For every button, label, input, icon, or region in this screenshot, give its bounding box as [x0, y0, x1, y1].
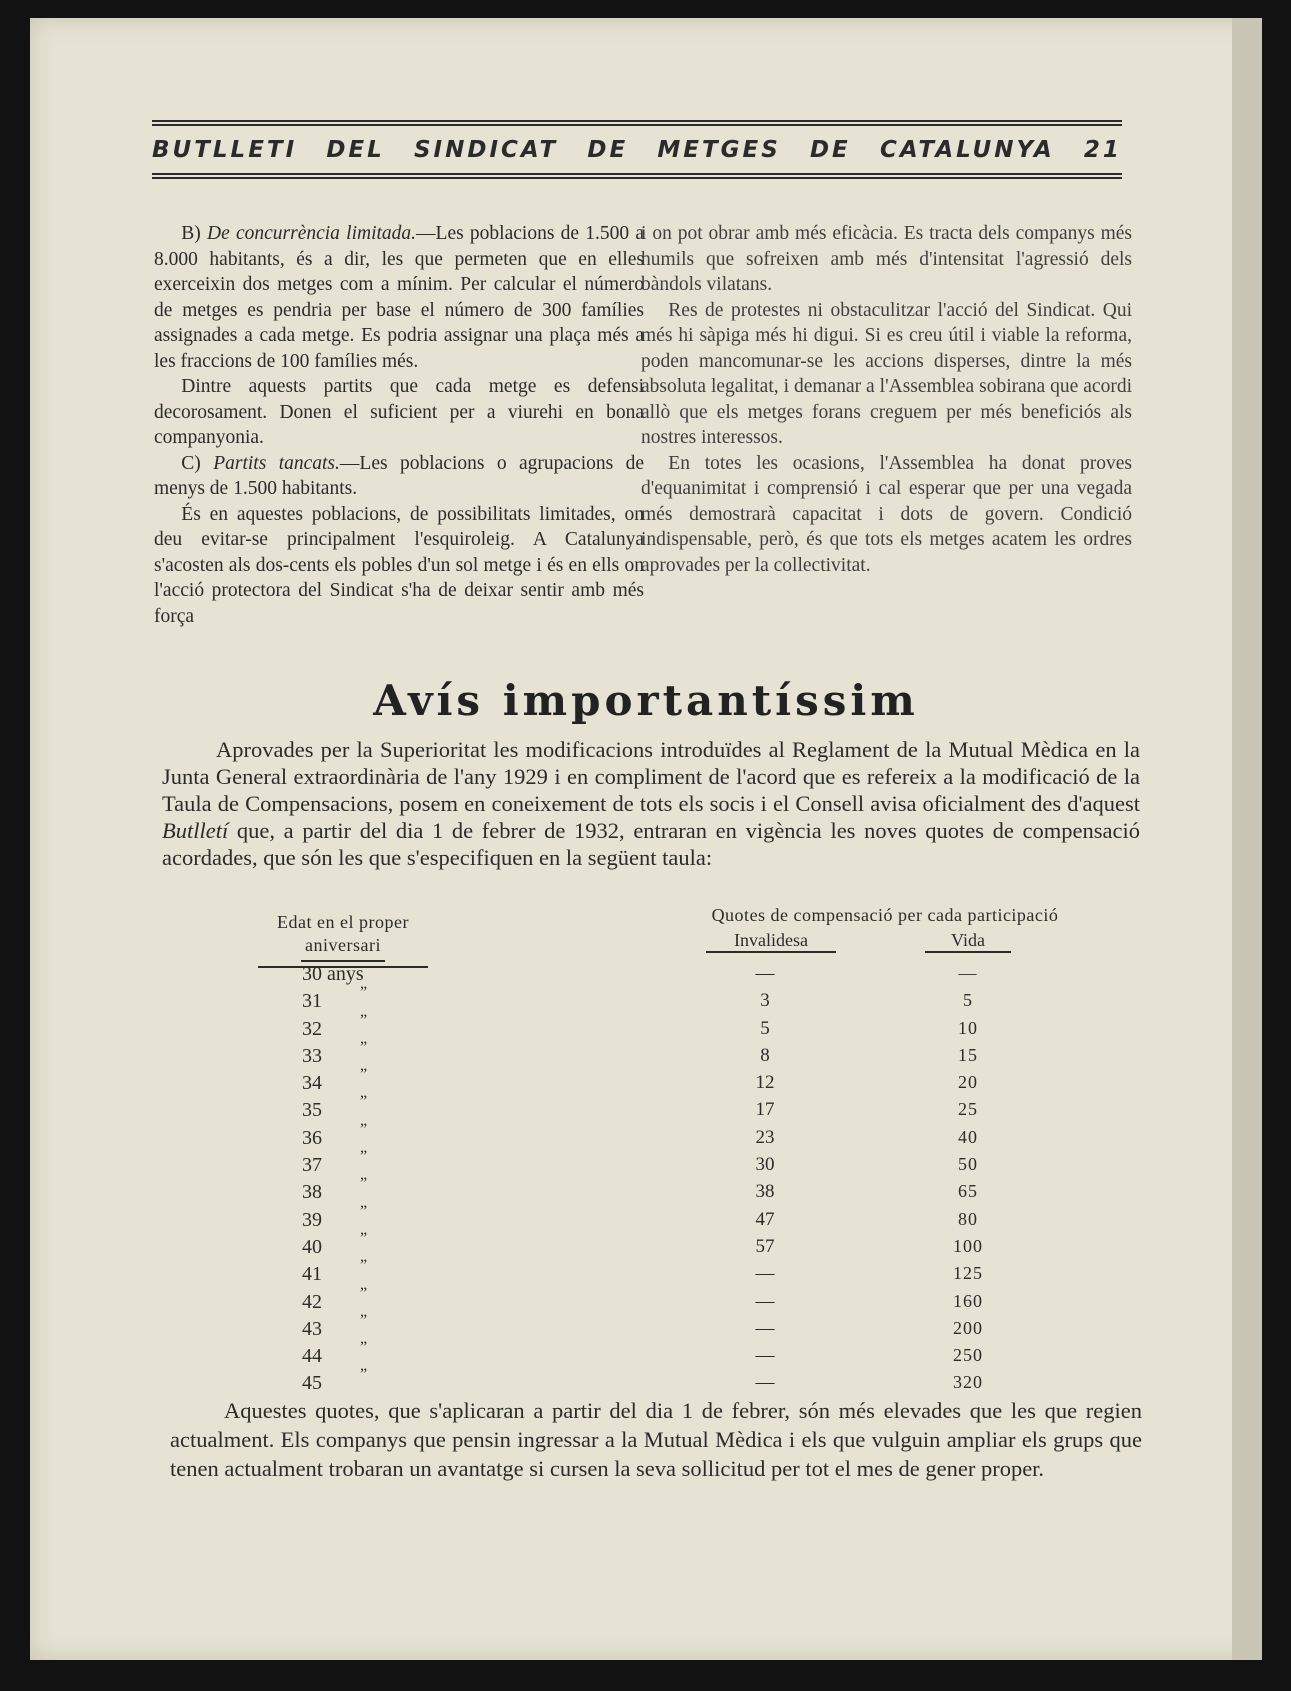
invalidesa-cell: — [755, 963, 775, 984]
age-cell: 41 [302, 1263, 322, 1286]
compensation-table [30, 963, 1262, 1400]
vida-cell: 20 [958, 1072, 978, 1093]
ditto-mark: ” [360, 1311, 368, 1329]
age-cell: 38 [302, 1181, 322, 1204]
notice-closing: Aquestes quotes, que s'aplicaran a partir del dia 1 de febrer, són més elevades que les que regien actualment. Els companys que pensin ingressar a la Mutual Mèdica i els que vulguin ampliar els grups que tenen actualment trobaran un avantatge si cursen la seva sollicitud per tot el mes de gener proper. [170, 1398, 1142, 1481]
paragraph: Dintre aquests partits que cada metge es defensi decorosament. Donen el suficient per a viurehi en bona companyonia. [154, 376, 644, 448]
ditto-mark: ” [360, 1066, 368, 1084]
vida-cell: — [958, 963, 978, 983]
page-edge [1232, 18, 1262, 1660]
age-cell: 36 [302, 1126, 322, 1149]
table-row [30, 1093, 1262, 1126]
age-cell: 45 [302, 1372, 322, 1395]
journal-word: DE [587, 137, 629, 163]
ditto-mark: ” [360, 1229, 368, 1247]
vida-cell: 50 [958, 1154, 978, 1175]
ditto-mark: ” [360, 1175, 368, 1193]
table-row [30, 1311, 1262, 1345]
ditto-mark: ” [360, 1257, 368, 1275]
invalidesa-cell: 23 [755, 1126, 775, 1148]
table-row [30, 1229, 1262, 1263]
age-cell: 33 [302, 1044, 322, 1067]
invalidesa-cell: — [755, 1263, 775, 1285]
age-cell: 40 [302, 1235, 322, 1258]
ditto-mark: ” [360, 1120, 368, 1138]
vida-cell: 125 [953, 1263, 983, 1284]
running-header [152, 118, 1122, 181]
table-row [30, 1284, 1262, 1318]
right-column [641, 221, 1132, 578]
vida-cell: 65 [958, 1181, 978, 1202]
journal-word: METGES [657, 137, 781, 163]
invalidesa-cell: 38 [755, 1181, 775, 1203]
header-rule-bottom [152, 173, 1122, 175]
invalidesa-cell: — [755, 1290, 775, 1312]
invalidesa-header: Invalidesa [706, 930, 836, 953]
ditto-mark: ” [360, 1202, 368, 1220]
table-row [30, 1120, 1262, 1154]
paragraph: i on pot obrar amb més eficàcia. Es tracta dels companys més humils que sofreixen amb més d'intensitat l'agressió dels bàndols vilatans. [641, 223, 1132, 295]
ditto-mark: ” [360, 1011, 368, 1029]
ditto-mark: ” [360, 1339, 368, 1357]
notice-title: Avís importantíssim [373, 676, 919, 725]
age-column-header: Edat en el proper aniversari [258, 911, 428, 968]
invalidesa-cell: 8 [760, 1044, 770, 1066]
table-row [30, 1011, 1262, 1045]
table-row [30, 1339, 1262, 1372]
header-rule-top-2 [152, 124, 1122, 126]
age-cell: 44 [302, 1345, 322, 1368]
table-row [30, 1038, 1262, 1072]
age-cell: 37 [302, 1154, 322, 1177]
age-cell: 30 anys [302, 963, 364, 985]
invalidesa-cell: 5 [760, 1017, 770, 1039]
age-cell: 34 [302, 1072, 322, 1095]
header-rule-top [152, 120, 1122, 122]
paragraph: C) Partits tancats.—Les poblacions o agrupacions de menys de 1.500 habitants. [154, 452, 645, 499]
vida-cell: 320 [953, 1372, 983, 1393]
table-row [30, 984, 1262, 1017]
vida-cell: 10 [958, 1017, 978, 1038]
page-number: 21 [1083, 137, 1122, 163]
age-cell: 35 [302, 1099, 322, 1122]
notice-intro: Aprovades per la Superioritat les modificacions introduïdes al Reglament de la Mutual Mèdica en la Junta General extraordinària de l'any 1929 i en compliment de l'acord que es refereix a la modificació de la Taula de Compensacions, posem en coneixement de tots els socis i el Consell avisa oficialment des d'aquest Butlletí que, a partir del dia 1 de febrer de 1932, entraran en vigència les noves quotes de compensació acordades, que són les que s'especifiquen en la següent taula: [162, 737, 1140, 870]
age-cell: 42 [302, 1290, 322, 1313]
vida-cell: 160 [953, 1290, 983, 1311]
vida-cell: 200 [953, 1317, 983, 1338]
age-cell: 43 [302, 1317, 322, 1340]
age-cell: 32 [302, 1017, 322, 1040]
vida-cell: 5 [963, 990, 973, 1011]
header-rule-bottom-2 [152, 177, 1122, 179]
paragraph: En totes les ocasions, l'Assemblea ha donat proves d'equanimitat i comprensió i cal esperar que per una vegada més demostrarà capacitat i dots de govern. Condició indispensable, però, és que tots els metges acatem les ordres aprovades per la collectivitat. [641, 452, 1132, 576]
left-column [154, 221, 644, 629]
age-cell: 39 [302, 1208, 322, 1231]
vida-cell: 40 [958, 1126, 978, 1147]
invalidesa-cell: 3 [760, 990, 770, 1012]
paragraph: Res de protestes ni obstaculitzar l'acció del Sindicat. Qui més hi sàpiga més hi digui. Si es creu útil i viable la reforma, poden mancomunar-se les accions disperses, dintre la més absoluta legalitat, i demanar a l'Assemblea sobirana que acordi allò que els metges forans creguem per més beneficiós als nostres interessos. [641, 299, 1132, 448]
ditto-mark: ” [360, 1284, 368, 1302]
table-row [30, 1202, 1262, 1236]
ditto-mark: ” [360, 1038, 368, 1056]
quotes-column-header: Quotes de compensació per cada participació [711, 905, 1059, 925]
invalidesa-cell: 47 [755, 1208, 775, 1230]
page [30, 18, 1262, 1660]
ditto-mark: ” [360, 1148, 368, 1166]
journal-word: SINDICAT [413, 137, 559, 163]
paragraph: És en aquestes poblacions, de possibilitats limitades, on deu evitar-se principalment l'esquiroleig. A Catalunya s'acosten als dos-cents els pobles d'un sol metge i és en ells on l'acció protectora del Sindicat s'ha de deixar sentir amb més força [154, 503, 644, 627]
table-row [30, 1257, 1262, 1290]
journal-title [152, 128, 1122, 171]
invalidesa-cell: 57 [755, 1235, 775, 1257]
journal-word: DE [809, 137, 851, 163]
table-row [30, 1175, 1262, 1208]
age-cell: 31 [302, 990, 322, 1013]
invalidesa-cell: — [755, 1372, 775, 1394]
ditto-mark: ” [360, 984, 368, 1002]
invalidesa-cell: 17 [755, 1099, 775, 1121]
invalidesa-cell: — [755, 1317, 775, 1339]
vida-cell: 250 [953, 1345, 983, 1366]
ditto-mark: ” [360, 1366, 368, 1384]
invalidesa-cell: 30 [755, 1154, 775, 1176]
vida-cell: 25 [958, 1099, 978, 1120]
invalidesa-cell: — [755, 1345, 775, 1367]
journal-word: BUTLLETI [152, 137, 298, 163]
table-row [30, 1148, 1262, 1181]
vida-header: Vida [925, 930, 1011, 953]
journal-word: DEL [326, 137, 385, 163]
ditto-mark: ” [360, 1093, 368, 1111]
journal-word: CATALUNYA [879, 137, 1055, 163]
invalidesa-cell: 12 [755, 1072, 775, 1094]
vida-cell: 15 [958, 1044, 978, 1065]
table-row [30, 1066, 1262, 1099]
paragraph: B) De concurrència limitada.—Les poblacions de 1.500 a 8.000 habitants, és a dir, les que permeten que en elles exerceixin dos metges com a mínim. Per calcular el número de metges es pendria per base el número de 300 famílies assignades a cada metge. Es podria assignar una plaça més a les fraccions de 100 famílies més. [154, 223, 644, 372]
vida-cell: 100 [953, 1235, 983, 1256]
table-row [30, 963, 1262, 990]
vida-cell: 80 [958, 1208, 978, 1229]
